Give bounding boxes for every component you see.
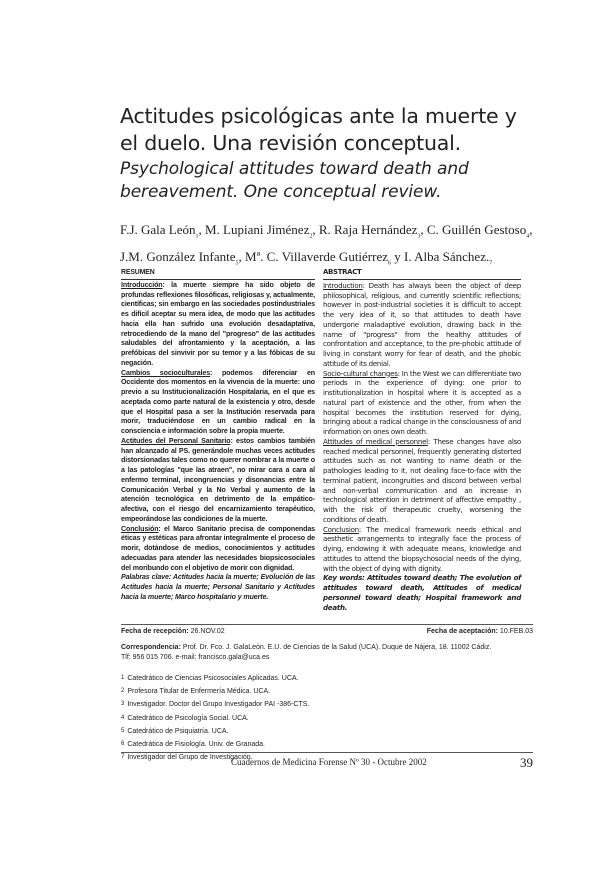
correspondence-label: Correspondencia: — [121, 644, 181, 651]
author-name: M. Lupiani Jiménez — [205, 222, 310, 237]
section-label: Actitudes del Personal Sanitario — [121, 436, 231, 445]
author-sup: 6 — [388, 260, 392, 267]
resumen-conclusion — [121, 525, 315, 574]
author-sup: 5 — [235, 260, 239, 267]
affiliation-number: 7 — [121, 754, 125, 761]
resumen-introduccion — [121, 281, 315, 369]
author-line-1: F.J. Gala León$_1$, M. Lupiani Jiménez$_2$, R. Raja Hernández$_3$, C. Guillén Gestoso$_4$, — [120, 222, 533, 240]
affiliation-number: 5 — [121, 727, 125, 734]
abstract-heading: ABSTRACT — [323, 268, 362, 276]
section-label: Socio-cultural changes — [323, 368, 398, 378]
section-text: : podemos diferenciar en Occidente dos momentos en la vivencia de la muerte: uno previo a su Institucionalización Hospitalaria, en el que es aceptada como parte natural de la existencia y otro, desde que el Hospital pasa a ser la Institución reservada para morir, traduciéndose en un cambio radical en la consciencia e información sobre la propia muerte. — [121, 368, 315, 435]
section-label: Introducción — [121, 280, 163, 289]
affiliation-item — [121, 738, 533, 751]
correspondence — [121, 643, 533, 662]
page-number: 39 — [520, 755, 533, 770]
affiliation-number: 6 — [121, 741, 125, 748]
article-dates — [121, 624, 533, 635]
keywords-text: : Attitudes toward death; The evolution of attitudes toward death, Attitudes of medical personnel toward death; Hospital framework and death. — [323, 573, 521, 612]
title-english: Psychological attitudes toward death and bereavement. One conceptual review. — [120, 159, 469, 202]
section-label: Cambios socioculturales — [121, 368, 211, 377]
affiliation-text: Catedrático de Psiquiatría. UCA. — [127, 727, 229, 735]
section-text: : These changes have also reached medical personnel, frequently generating distorted attitudes such as not wanting to name death or the pathologies leading to it, not dealing face-to-face with the terminal patient, incongruities and discord between verbal and non-verbal communication and an increase in technological attention in detriment of affective empathy , with the risk of therapeutic cruelty, worsening the conditions of death. — [323, 436, 521, 524]
section-label: Introduction — [323, 280, 363, 290]
author-name: Mª. C. Villaverde Gutiérrez — [245, 248, 389, 264]
affiliation-text: Investigador. Doctor del Grupo Investigador PAI -386-CTS. — [127, 701, 310, 709]
abstract-column — [323, 268, 521, 612]
affiliation-number: 1 — [121, 675, 125, 681]
author-list — [120, 220, 550, 273]
affiliation-number: 3 — [121, 701, 125, 708]
affiliation-item — [121, 725, 533, 738]
affiliation-text: Profesora Titular de Enfermería Médica. UCA. — [127, 688, 271, 696]
affiliation-text: Catedrática de Fisiología. Univ. de Granada. — [127, 741, 265, 749]
section-text: : In the West we can differentiate two periods in the experience of dying: one prior to institutionalization in hospital where it is accepted as a natural part of existence and the other, from when the hospital becomes the institution reserved for dying, bringing about a radical change in the consciousness of and information on ones own death. — [323, 368, 521, 436]
abstract-attitudes — [323, 437, 521, 525]
affiliation-item — [121, 698, 533, 711]
resumen-keywords — [121, 573, 315, 602]
author-sup: 2 — [309, 233, 313, 240]
author-name: F.J. Gala León — [120, 222, 196, 237]
accepted-label: Fecha de aceptación: — [426, 628, 498, 635]
author-name: J.M. González Infante — [120, 248, 236, 264]
affiliation-list — [121, 672, 533, 764]
accepted-date: 10.FEB.03 — [499, 628, 533, 635]
section-text: : The medical framework needs ethical and aesthetic arrangements to integrally face the process of dying, endowing it with adequate means, knowledge and attitudes to attend the biopsychosocial needs of the dying, with the object of dying with dignity. — [323, 524, 521, 573]
affiliation-text: Investigador del Grupo de Investigación. — [127, 754, 253, 762]
correspondence-address: Prof. Dr. Fco. J. GalaLeón. E.U. de Ciencias de la Salud (UCA). Duque de Nájera, 18. 11002 Cádiz. — [182, 644, 492, 651]
abstract-rule — [323, 279, 521, 280]
affiliation-item — [121, 672, 533, 685]
journal-name: Cuadernos de Medicina Forense Nº 30 - Octubre 2002 — [231, 757, 427, 767]
title-spanish: Actitudes psicológicas ante la muerte y el duelo. Una revisión conceptual. — [120, 104, 517, 155]
accepted-block — [427, 628, 533, 635]
affiliation-item — [121, 712, 533, 725]
abstract-keywords — [323, 573, 521, 612]
author-sup: 1 — [195, 233, 199, 240]
affiliation-number: 2 — [121, 688, 125, 695]
keywords-label: Palabras clave — [121, 573, 169, 582]
affiliation-text: Catedrático de Ciencias Psicosociales Aplicadas. UCA. — [127, 675, 299, 682]
received-date: 26.NOV.02 — [190, 628, 225, 635]
section-text: : Death has always been the object of deep philosophical, religious, and currently scientific reflections; however in post-industrial societies it is difficult to accept the very idea of it, so that attitudes to death have undergone maladaptive evolution, drawing back in the name of "progress" from the healthy attitudes of confrontation and acceptance, to the pre-phobic attitude of living in constant worry for fear of death, and the phobic attitude of its denial. — [323, 280, 521, 368]
keywords-label: Key words — [323, 573, 363, 583]
author-name: R. Raja Hernández — [318, 222, 418, 237]
resumen-cambios — [121, 369, 315, 437]
author-sup: 4 — [526, 233, 530, 240]
abstract-introduction — [323, 281, 521, 369]
section-text: : estos cambios también han alcanzado al PS. generándole muchas veces actitudes distorsionadas tales como no querer nombrar a la muerte o a las patologías "que las atraen", no mirar cara a cara al enfermo terminal, incongruencias y disonancias entre la Comunicación Verbal y la No Verbal y aumento de la atención tecnológica en detrimento de la empático-afectiva, con el riesgo del encarnizamiento terapéutico, empeorándose las condiciones de la muerte. — [121, 436, 315, 523]
keywords-text: : Actitudes hacia la muerte; Evolución de las Actitudes hacia la muerte; Personal Sanitario y Actitudes hacia la muerte; Marco hospitalario y muerte. — [121, 573, 315, 601]
correspondence-contact: Tlf: 956 015 706. e-mail: francisco.gala@uca.es — [121, 653, 270, 661]
affiliation-number: 4 — [121, 714, 125, 721]
abstract-sociocultural — [323, 369, 521, 437]
received-label: Fecha de recepción: — [121, 628, 189, 635]
resumen-heading: RESUMEN — [121, 269, 155, 276]
author-sup: 3 — [417, 233, 421, 240]
author-sup: 7 — [489, 260, 493, 267]
affiliation-text: Catedrático de Psicología Social. UCA. — [127, 714, 249, 722]
section-text: : el Marco Sanitario precisa de componendas éticas y estéticas para afrontar integralmente el proceso de morir, dotándose de medios, conocimientos y actitudes adecuadas para atender las necesidades biopsicosociales del moribundo con el objetivo de morir con dignidad. — [121, 524, 315, 572]
resumen-column — [121, 268, 315, 603]
author-name: C. Guillén Gestoso — [426, 222, 527, 237]
section-label: Conclusion — [323, 524, 359, 534]
author-name: I. Alba Sánchez. — [404, 248, 490, 264]
resumen-rule — [121, 279, 315, 280]
section-label: Attitudes of medical personnel — [323, 436, 428, 446]
correspondence-line — [121, 643, 533, 653]
section-text: : la muerte siempre ha sido objeto de profundas reflexiones filosóficas, religiosas y, actualmente, científicas; sin embargo en las sociedades postindustriales es difícil aceptar su mera idea, de modo que las actitudes hacia ella han sufrido una evolución desadaptativa, retrocediendo de la mano del "progreso" de las actitudes saludables del afrontamiento y la aceptación, a las prefóbicas del sinvivir por su temor y a las fóbicas de su negación. — [121, 280, 315, 367]
abstract-conclusion — [323, 525, 521, 574]
section-label: Conclusión — [121, 524, 159, 533]
affiliation-item — [121, 685, 533, 698]
author-line-2: J.M. González Infante$_5$, Mª. C. Villaverde Gutiérrez$_6$ y I. Alba $Sánchez._7$ — [120, 248, 493, 267]
resumen-actitudes — [121, 437, 315, 525]
